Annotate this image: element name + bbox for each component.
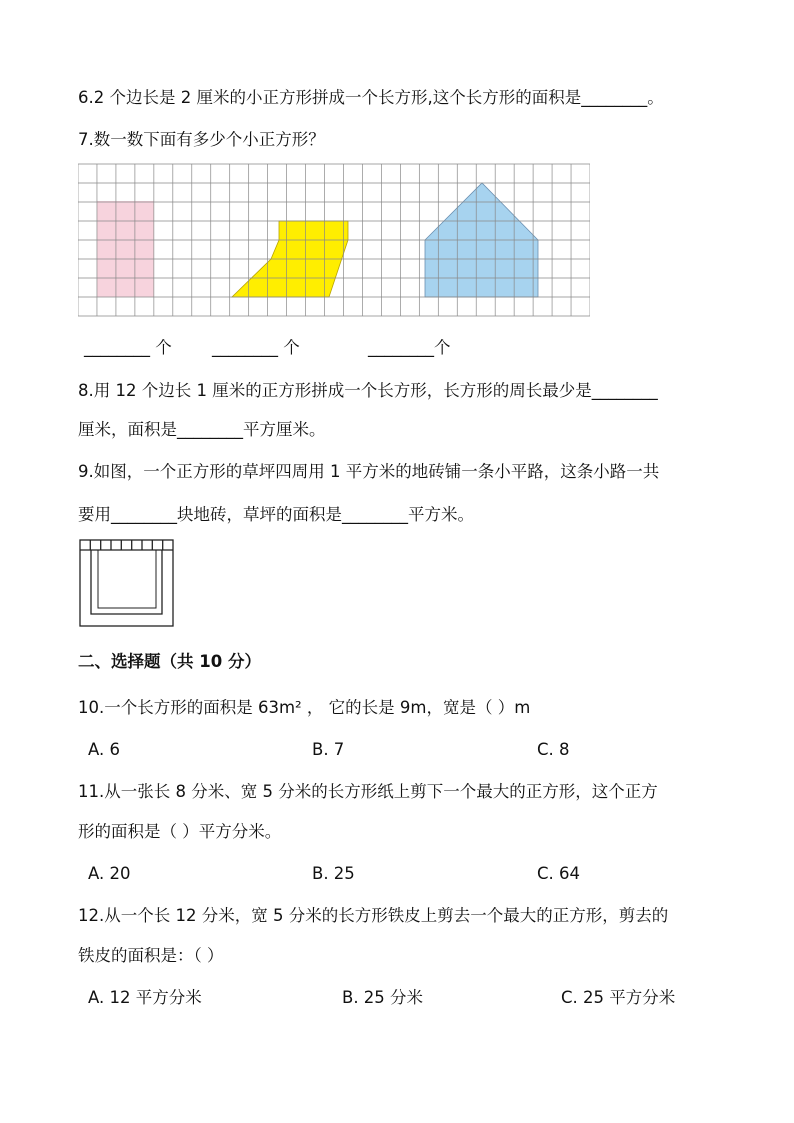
lawn-path-figure [78, 538, 178, 630]
section-2-title: 二、选择题（共 10 分） [78, 652, 261, 671]
q12-option-b[interactable]: B. 25 分米 [342, 988, 424, 1007]
q11-option-b[interactable]: B. 25 [312, 864, 355, 883]
pink-rectangle [97, 201, 154, 297]
q7-blank-1: ________ 个 [84, 338, 172, 357]
q11-option-a[interactable]: A. 20 [88, 864, 131, 883]
question-11-line-2: 形的面积是（ ）平方分米。 [78, 822, 282, 841]
q10-option-b[interactable]: B. 7 [312, 740, 345, 759]
q10-option-a[interactable]: A. 6 [88, 740, 120, 759]
q10-option-c[interactable]: C. 8 [537, 740, 570, 759]
question-10: 10.一个长方形的面积是 63m² ， 它的长是 9m，宽是（ ）m [78, 698, 531, 717]
question-9-line-1: 9.如图，一个正方形的草坪四周用 1 平方米的地砖铺一条小平路，这条小路一共 [78, 462, 660, 481]
question-11-line-1: 11.从一张长 8 分米、宽 5 分米的长方形纸上剪下一个最大的正方形，这个正方 [78, 782, 658, 801]
question-12-line-1: 12.从一个长 12 分米，宽 5 分米的长方形铁皮上剪去一个最大的正方形，剪去的 [78, 906, 669, 925]
question-7: 7.数一数下面有多少个小正方形？ [78, 130, 325, 149]
question-8-line-2: 厘米，面积是________平方厘米。 [78, 420, 326, 439]
q11-option-c[interactable]: C. 64 [537, 864, 581, 883]
q7-blank-3: ________个 [368, 338, 451, 357]
question-9-line-2: 要用________块地砖，草坪的面积是________平方米。 [78, 505, 474, 524]
q7-blank-2: ________ 个 [212, 338, 300, 357]
question-8-line-1: 8.用 12 个边长 1 厘米的正方形拼成一个长方形，长方形的周长最少是________ [78, 381, 658, 400]
q12-option-c[interactable]: C. 25 平方分米 [561, 988, 676, 1007]
question-12-line-2: 铁皮的面积是：（ ） [78, 946, 224, 965]
q12-option-a[interactable]: A. 12 平方分米 [88, 988, 202, 1007]
counting-grid-figure [78, 163, 590, 319]
question-6: 6.2 个边长是 2 厘米的小正方形拼成一个长方形,这个长方形的面积是________。 [78, 88, 664, 107]
